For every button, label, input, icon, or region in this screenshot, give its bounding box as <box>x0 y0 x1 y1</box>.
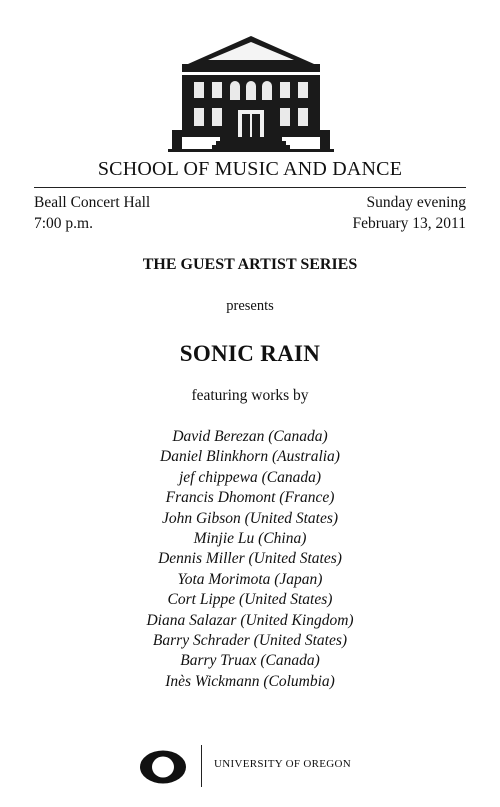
date-block <box>352 192 466 234</box>
event-day: Sunday evening <box>366 194 466 211</box>
composer-item: John Gibson (United States) <box>161 509 339 527</box>
header-divider <box>34 187 466 188</box>
composer-item: jef chippewa (Canada) <box>178 468 322 486</box>
program-title: SONIC RAIN <box>179 341 321 366</box>
venue-block <box>34 192 150 234</box>
featuring-label: featuring works by <box>191 387 309 404</box>
series-name: THE GUEST ARTIST SERIES <box>142 256 358 273</box>
composer-item: Barry Truax (Canada) <box>180 652 320 670</box>
event-time: 7:00 p.m. <box>34 215 93 232</box>
composer-item: Yota Morimota (Japan) <box>177 570 323 588</box>
composer-item: Minjie Lu (China) <box>193 529 307 547</box>
composer-item: Cort Lippe (United States) <box>167 591 333 609</box>
event-date: February 13, 2011 <box>352 215 466 232</box>
university-o-logo-icon <box>138 749 188 785</box>
school-name: SCHOOL OF MUSIC AND DANCE <box>97 158 403 180</box>
university-footer <box>138 745 378 789</box>
composer-item: Daniel Blinkhorn (Australia) <box>160 448 340 466</box>
university-name: UNIVERSITY OF OREGON <box>214 758 351 770</box>
composer-item: David Berezan (Canada) <box>172 428 328 445</box>
composer-item: Inès Wickmann (Columbia) <box>165 672 335 690</box>
footer-divider <box>201 745 202 787</box>
presents-label: presents <box>226 298 274 314</box>
composer-item: Dennis Miller (United States) <box>158 550 342 568</box>
composer-item: Diana Salazar (United Kingdom) <box>146 611 354 629</box>
composer-list <box>0 427 500 692</box>
composer-item: Francis Dhomont (France) <box>165 489 335 507</box>
venue-name: Beall Concert Hall <box>34 194 151 211</box>
composer-item: Barry Schrader (United States) <box>152 631 348 649</box>
concert-hall-building-icon <box>168 30 334 156</box>
